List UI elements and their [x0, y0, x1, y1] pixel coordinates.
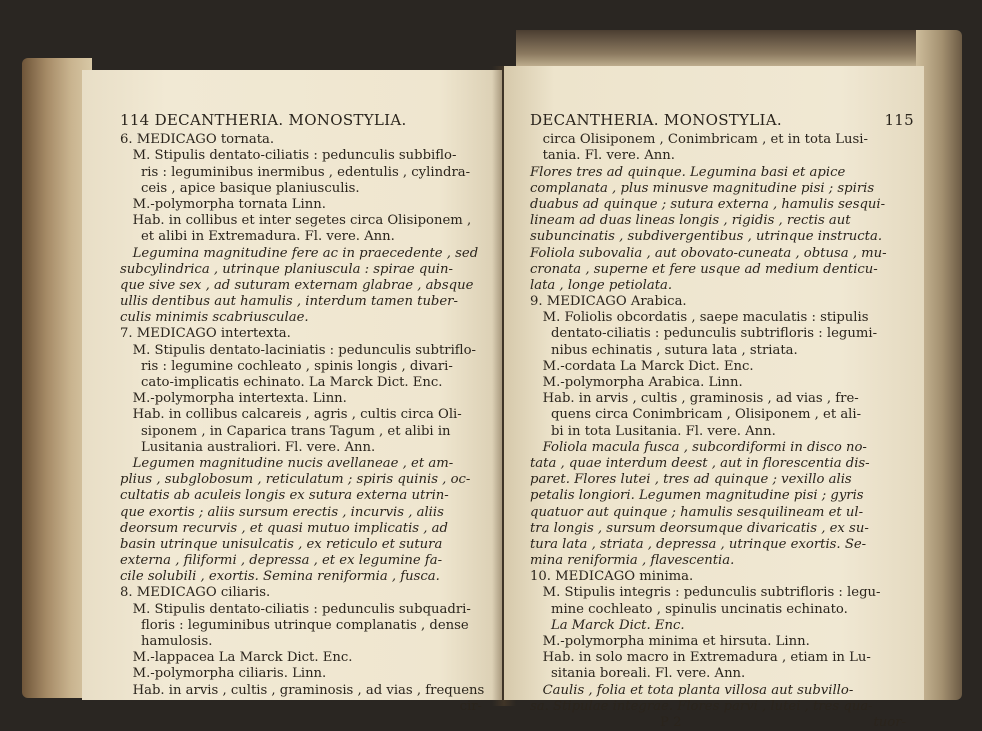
text-line: M. Stipulis dentato-ciliatis : pedunculis subbiflo- [120, 148, 457, 164]
open-book [22, 30, 962, 730]
text-line: deorsum recurvis , et quasi mutuo implicatis , ad [120, 520, 448, 536]
left-body-lines [120, 132, 490, 699]
text-line: tura lata , striata , depressa , utrinque exortis. Se- [530, 536, 867, 552]
text-line: Flores tres ad quinque. Legumina basi et apice [530, 164, 846, 180]
text-line: cato-implicatis echinato. La Marck Dict. Enc. [120, 375, 443, 391]
text-line: M.-polymorpha tornata Linn. [120, 196, 326, 212]
text-line: 8. MEDICAGO ciliaris. [120, 585, 271, 601]
text-line: 10. MEDICAGO minima. [530, 569, 694, 585]
text-line: dentato-ciliatis : pedunculis subtrifloris : legumi- [530, 326, 878, 342]
text-line: tania. Fl. vere. Ann. [530, 148, 675, 164]
left-page-number: 114 [120, 111, 150, 129]
text-line: Foliola macula fusca , subcordiformi in disco no- [530, 439, 867, 455]
text-line: Hab. in arvis , cultis , graminosis , ad vias , fre- [530, 391, 859, 407]
text-line: ceis , apice basique planiusculis. [120, 180, 360, 196]
right-running-head [530, 112, 914, 128]
text-line: que sive sex , ad suturam externam glabrae , absque [120, 277, 474, 293]
text-line: complanata , plus minusve magnitudine pisi ; spiris [530, 180, 875, 196]
text-line: quatuor aut quinque ; hamulis sesquilineam et ul- [530, 504, 864, 520]
text-line: Foliola subovalia , aut obovato-cuneata , obtusa , mu- [530, 245, 887, 261]
right-page-number: 115 [884, 111, 914, 129]
text-line: nibus echinatis , sutura lata , striata. [530, 342, 798, 358]
right-head-title: DECANTHERIA. MONOSTYLIA. [530, 111, 782, 129]
left-catchword: cir- [459, 698, 482, 714]
text-line: siponem , in Caparica trans Tagum , et alibi in [120, 423, 451, 439]
text-line: M.-polymorpha minima et hirsuta. Linn. [530, 634, 810, 650]
text-line: cile solubili , exortis. Semina reniformia , fusca. [120, 569, 440, 585]
text-line: ullis dentibus aut hamulis , interdum tamen tuber- [120, 294, 458, 310]
text-line: M. Stipulis dentato-laciniatis : pedunculis subtriflo- [120, 342, 476, 358]
text-line: M. Stipulis integris : pedunculis subtrifloris : legu- [530, 585, 881, 601]
right-footer [530, 715, 914, 731]
text-line: mine cochleato , spinulis uncinatis echinato. [530, 601, 848, 617]
text-line: M.-lappacea La Marck Dict. Enc. [120, 650, 353, 666]
left-head-title: DECANTHERIA. MONOSTYLIA. [154, 111, 407, 129]
text-line: tata , quae interdum deest , aut in florescentia dis- [530, 455, 870, 471]
text-line: bi in tota Lusitania. Fl. vere. Ann. [530, 423, 776, 439]
right-body-lines [530, 132, 914, 715]
text-line: Caulis , folia et tota planta villosa aut subvillo- [530, 682, 854, 698]
text-line: Hab. in arvis , cultis , graminosis , ad vias , frequens [120, 682, 485, 698]
text-line: 6. MEDICAGO tornata. [120, 132, 275, 148]
text-line: paret. Flores lutei , tres ad quinque ; vexillo alis [530, 472, 852, 488]
text-line: duabus ad quinque ; sutura externa , hamulis sesqui- [530, 196, 886, 212]
text-line: La Marck Dict. Enc. [530, 617, 685, 633]
right-catchword: tuor- [873, 714, 906, 730]
text-line: quens circa Conimbricam , Olisiponem , et ali- [530, 407, 862, 423]
text-line: Hab. in collibus calcareis , agris , cultis circa Oli- [120, 407, 462, 423]
text-line: lineam ad duas lineas longis , rigidis , rectis aut [530, 213, 851, 229]
text-line: 7. MEDICAGO intertexta. [120, 326, 291, 342]
text-line: Lusitania australiori. Fl. vere. Ann. [120, 439, 376, 455]
text-line: hamulosis. [120, 634, 213, 650]
signature-mark: P 2 [660, 714, 682, 730]
right-page [504, 66, 924, 730]
text-line: Legumen magnitudine nucis avellaneae , et am- [120, 455, 454, 471]
text-line: cultatis ab aculeis longis ex sutura externa utrin- [120, 488, 449, 504]
text-line: floris : leguminibus utrinque complanatis , dense [120, 617, 469, 633]
left-running-head [120, 112, 490, 128]
text-line: M.-cordata La Marck Dict. Enc. [530, 358, 754, 374]
text-line: petalis longiori. Legumen magnitudine pisi ; gyris [530, 488, 864, 504]
text-line: ris : legumine cochleato , spinis longis , divari- [120, 358, 453, 374]
text-line: 9. MEDICAGO Arabica. [530, 294, 687, 310]
text-line: M. Foliolis obcordatis , saepe maculatis : stipulis [530, 310, 869, 326]
text-line: tra longis , sursum deorsumque divaricatis , ex su- [530, 520, 869, 536]
text-line: sitania boreali. Fl. vere. Ann. [530, 666, 746, 682]
text-line: cronata , superne et fere usque ad medium denticu- [530, 261, 878, 277]
left-page [82, 70, 502, 714]
left-footer [120, 699, 490, 715]
text-line: et alibi in Extremadura. Fl. vere. Ann. [120, 229, 395, 245]
text-line: Legumina magnitudine fere ac in praecedente , sed [120, 245, 479, 261]
text-line: subuncinatis , subdivergentibus , utrinque instructa. [530, 229, 883, 245]
text-line: M. Stipulis dentato-ciliatis : pedunculis subquadri- [120, 601, 471, 617]
text-line: circa Olisiponem , Conimbricam , et in tota Lusi- [530, 132, 868, 148]
text-line: M.-polymorpha ciliaris. Linn. [120, 666, 327, 682]
text-line: Hab. in solo macro in Extremadura , etiam in Lu- [530, 650, 871, 666]
text-line: sa. Stipulae integrae. Flores parvi , lutei , tres qua- [530, 698, 873, 714]
text-line: Hab. in collibus et inter segetes circa Olisiponem , [120, 213, 472, 229]
text-line: plius , subglobosum , reticulatum ; spiris quinis , oc- [120, 472, 471, 488]
text-line: M.-polymorpha Arabica. Linn. [530, 375, 743, 391]
text-line: externa , filiformi , depressa , et ex legumine fa- [120, 553, 443, 569]
left-page-text [120, 112, 490, 715]
text-line: basin utrinque unisulcatis , ex reticulo et sutura [120, 536, 443, 552]
text-line: culis minimis scabriusculae. [120, 310, 309, 326]
text-line: subcylindrica , utrinque planiuscula : spirae quin- [120, 261, 453, 277]
text-line: M.-polymorpha intertexta. Linn. [120, 391, 347, 407]
text-line: lata , longe petiolata. [530, 277, 673, 293]
right-page-text [530, 112, 914, 731]
top-page-edges [516, 30, 916, 70]
text-line: que exortis ; aliis sursum erectis , incurvis , aliis [120, 504, 444, 520]
text-line: ris : leguminibus inermibus , edentulis , cylindra- [120, 164, 471, 180]
text-line: mina reniformia , flavescentia. [530, 553, 735, 569]
